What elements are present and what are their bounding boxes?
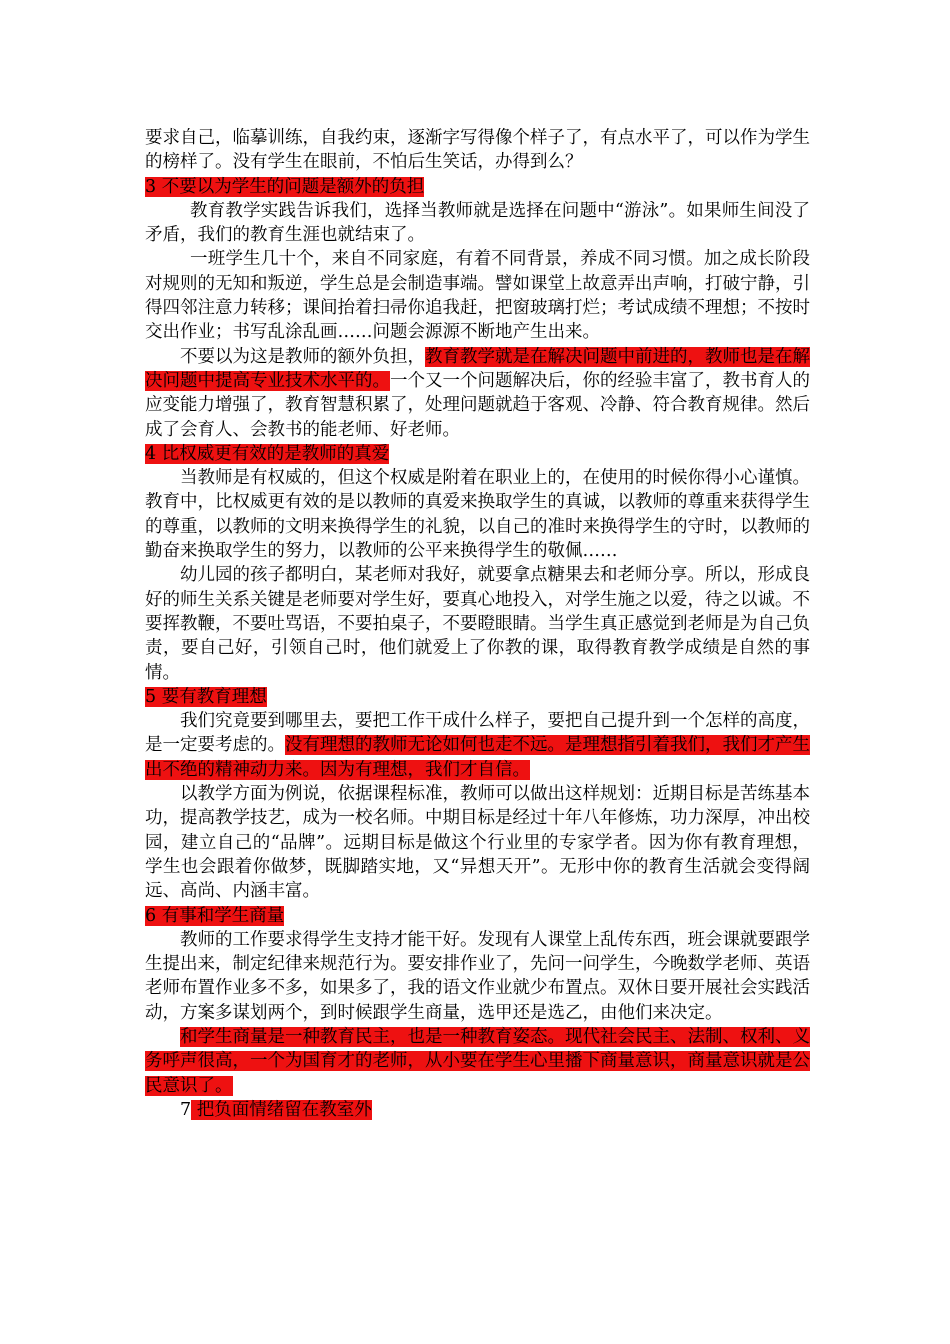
paragraph (145, 928, 810, 1025)
highlighted-text: 4 比权威更有效的是教师的真爱 (145, 443, 390, 464)
document-page (145, 126, 810, 1122)
highlighted-text: 6 有事和学生商量 (145, 905, 285, 926)
paragraph (145, 563, 810, 684)
section-heading (145, 685, 810, 709)
body-text: 不要以为这是教师的额外负担， (180, 346, 425, 367)
paragraph (145, 709, 810, 782)
section-heading (145, 904, 810, 928)
section-heading (145, 1098, 810, 1122)
body-text: 我们究竟要到哪里去，要把工作干成什么样子，要把自己提升到一个怎样的高度，是一定要考虑的。 (145, 711, 810, 756)
body-text: 教师的工作要求得学生支持才能干好。发现有人课堂上乱传东西，班会课就要跟学生提出来，制定纪律来规范行为。要安排作业了，先问一问学生，今晚数学老师、英语老师布置作业多不多，如果多了，我的语文作业就少布置点。双休日要开展社会实践活动，方案多谋划两个，到时候跟学生商量，选甲还是选乙，由他们来决定。 (145, 929, 810, 1023)
paragraph (145, 126, 810, 175)
section-heading (145, 442, 810, 466)
body-text: 教育教学实践告诉我们，选择当教师就是选择在问题中“游泳”。如果师生间没了矛盾，我们的教育生涯也就结束了。 (145, 200, 810, 246)
paragraph (145, 345, 810, 442)
paragraph (145, 247, 810, 344)
body-text: 以教学方面为例说，依据课程标准，教师可以做出这样规划：近期目标是苦练基本功，提高教学技艺，成为一校名师。中期目标是经过十年八年修炼，功力深厚，冲出校园，建立自己的“品牌”。远期目标是做这个行业里的专家学者。因为你有教育理想，学生也会跟着你做梦，既脚踏实地，又“异想天开”。无形中你的教育生活就会变得阔远、高尚、内涵丰富。 (145, 784, 810, 902)
section-heading (145, 175, 810, 199)
body-text: 7 (180, 1099, 192, 1120)
body-text: 一班学生几十个，来自不同家庭，有着不同背景，养成不同习惯。加之成长阶段对规则的无知和叛逆，学生总是会制造事端。譬如课堂上故意弄出声响，打破宁静，引得四邻注意力转移；课间抬着扫帚你追我赶，把窗玻璃打烂；考试成绩不理想；不按时交出作业；书写乱涂乱画……问题会源源不断地产生出来。 (145, 249, 810, 343)
body-text: 当教师是有权威的，但这个权威是附着在职业上的，在使用的时候你得小心谨慎。教育中，比权威更有效的是以教师的真爱来换取学生的真诚，以教师的尊重来获得学生的尊重，以教师的文明来换得学生的礼貌，以自己的准时来换得学生的守时，以教师的勤奋来换取学生的努力，以教师的公平来换得学生的敬佩…… (145, 468, 810, 562)
body-text: 要求自己，临摹训练，自我约束，逐渐字写得像个样子了，有点水平了，可以作为学生的榜样了。没有学生在眼前，不怕后生笑话，办得到么？ (145, 128, 810, 173)
paragraph (145, 199, 810, 248)
highlighted-text: 5 要有教育理想 (145, 686, 267, 707)
paragraph (145, 782, 810, 903)
highlighted-text: 没有理想的教师无论如何也走不远。是理想指引着我们，我们才产生出不绝的精神动力来。因为有理想，我们才自信。 (145, 735, 810, 780)
paragraph (145, 1025, 810, 1098)
body-text: 一个又一个问题解决后，你的经验丰富了，教书育人的应变能力增强了，教育智慧积累了，处理问题就趋于客观、冷静、符合教育规律。然后成了会育人、会教书的能老师、好老师。 (145, 370, 810, 440)
highlighted-text: 3 不要以为学生的问题是额外的负担 (145, 176, 425, 197)
highlighted-text: 和学生商量是一种教育民主，也是一种教育姿态。现代社会民主、法制、权利、义务呼声很高，一个为国育才的老师，从小要在学生心里播下商量意识，商量意识就是公民意识了。 (145, 1026, 810, 1096)
highlighted-text: 教育教学就是在解决问题中前进的，教师也是在解决问题中提高专业技术水平的。 (145, 346, 810, 391)
paragraph (145, 466, 810, 563)
highlighted-text: 把负面情绪留在教室外 (191, 1099, 372, 1120)
body-text: 幼儿园的孩子都明白，某老师对我好，就要拿点糖果去和老师分享。所以，形成良好的师生关系关键是老师要对学生好，要真心地投入，对学生施之以爱，待之以诚。不要挥教鞭，不要吐骂语，不要拍桌子，不要瞪眼睛。当学生真正感觉到老师是为自己负责，要自己好，引领自己时，他们就爱上了你教的课，取得教育教学成绩是自然的事情。 (145, 565, 810, 683)
